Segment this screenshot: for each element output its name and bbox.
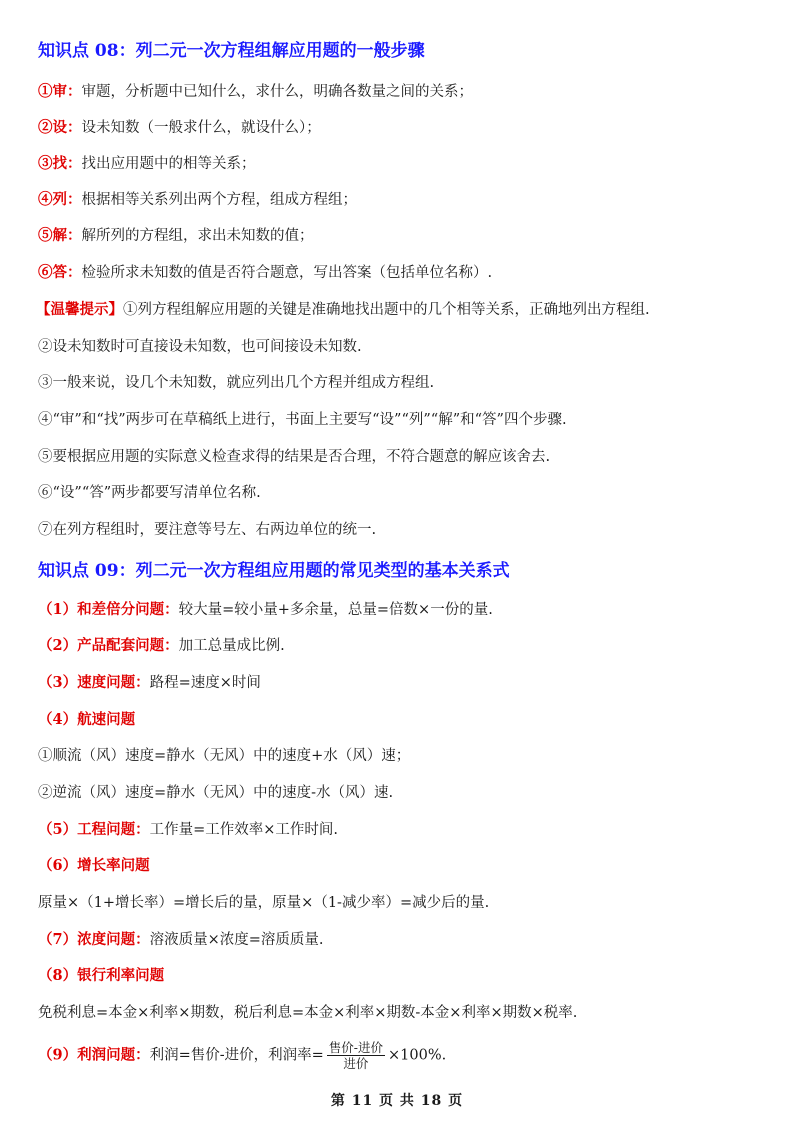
fraction-numerator: 售价-进价 (328, 1040, 384, 1055)
type-label: （5）工程问题： (38, 821, 150, 838)
tip-text: ①列方程组解应用题的关键是准确地找出题中的几个相等关系，正确地列出方程组. (123, 302, 650, 318)
step-label: ⑤解： (38, 227, 82, 244)
type-text: 溶液质量×浓度=溶质质量. (149, 932, 324, 948)
step-text: 检验所求未知数的值是否符合题意，写出答案（包括单位名称）. (81, 265, 493, 281)
tip-line-7: ⑦在列方程组时，要注意等号左、右两边单位的统一. (38, 522, 377, 538)
type-text: 工作量=工作效率×工作时间. (149, 822, 339, 838)
type-label: （9）利润问题： (38, 1046, 150, 1064)
type-label: （1）和差倍分问题： (38, 601, 179, 618)
type-9 (38, 1040, 446, 1071)
type-2 (38, 636, 285, 656)
step-text: 审题，分析题中已知什么，求什么，明确各数量之间的关系； (81, 84, 473, 100)
type-text: 加工总量成比例. (178, 638, 285, 654)
type-text: 利润=售价-进价，利润率= (149, 1047, 324, 1064)
step-label: ⑥答： (38, 264, 82, 281)
step-solve (38, 226, 314, 246)
type-label: （8）银行利率问题 (38, 967, 165, 984)
step-text: 解所列的方程组，求出未知数的值； (81, 228, 314, 244)
type-5 (38, 820, 338, 840)
type-6-line: 原量×（1+增长率）=增长后的量，原量×（1-减少率）=减少后的量. (38, 895, 490, 911)
type-8 (38, 966, 164, 986)
type-label: （4）航速问题 (38, 711, 136, 728)
type-4 (38, 710, 135, 730)
step-label: ④列： (38, 191, 82, 208)
step-label: ③找： (38, 155, 82, 172)
profit-rate-fraction (327, 1040, 385, 1071)
section-09-heading: 知识点 09：列二元一次方程组应用题的常见类型的基本关系式 (38, 561, 510, 581)
tip-line-6: ⑥“设”“答”两步都要写清单位名称. (38, 485, 261, 501)
type-4-line-2: ②逆流（风）速度=静水（无风）中的速度-水（风）速. (38, 785, 394, 801)
tip-line-4: ④“审”和“找”两步可在草稿纸上进行，书面上主要写“设”“列”“解”和“答”四个步骤. (38, 412, 567, 428)
type-label: （3）速度问题： (38, 674, 150, 691)
type-text: 较大量=较小量+多余量，总量=倍数×一份的量. (178, 602, 493, 618)
section-08-heading: 知识点 08：列二元一次方程组解应用题的一般步骤 (38, 41, 425, 61)
type-7 (38, 930, 324, 950)
step-label: ②设： (38, 119, 82, 136)
type-1 (38, 600, 493, 620)
tip-label: 【温馨提示】 (36, 301, 123, 318)
type-text: 路程=速度×时间 (149, 675, 261, 691)
type-3 (38, 673, 261, 693)
step-list (38, 190, 357, 210)
tip-line-5: ⑤要根据应用题的实际意义检查求得的结果是否合理，不符合题意的解应该舍去. (38, 449, 551, 465)
tip-line-2: ②设未知数时可直接设未知数，也可间接设未知数. (38, 339, 362, 355)
type-4-line-1: ①顺流（风）速度=静水（无风）中的速度+水（风）速； (38, 748, 411, 764)
type-suffix: ×100%. (388, 1047, 447, 1064)
step-set (38, 118, 321, 138)
tip-line-3: ③一般来说，设几个未知数，就应列出几个方程并组成方程组. (38, 375, 435, 391)
fraction-denominator: 进价 (343, 1056, 369, 1071)
step-label: ①审： (38, 83, 82, 100)
step-answer (38, 263, 492, 283)
type-label: （6）增长率问题 (38, 857, 150, 874)
step-text: 设未知数（一般求什么，就设什么）； (81, 120, 321, 136)
type-label: （7）浓度问题： (38, 931, 150, 948)
step-text: 找出应用题中的相等关系； (81, 156, 256, 172)
step-find (38, 154, 256, 174)
type-8-line: 免税利息=本金×利率×期数，税后利息=本金×利率×期数-本金×利率×期数×税率. (38, 1005, 578, 1021)
type-6 (38, 856, 150, 876)
step-review (38, 82, 473, 102)
page-footer: 第 11 页 共 18 页 (330, 1093, 464, 1109)
step-text: 根据相等关系列出两个方程，组成方程组； (81, 192, 357, 208)
tip-line-1 (36, 300, 650, 320)
type-label: （2）产品配套问题： (38, 637, 179, 654)
